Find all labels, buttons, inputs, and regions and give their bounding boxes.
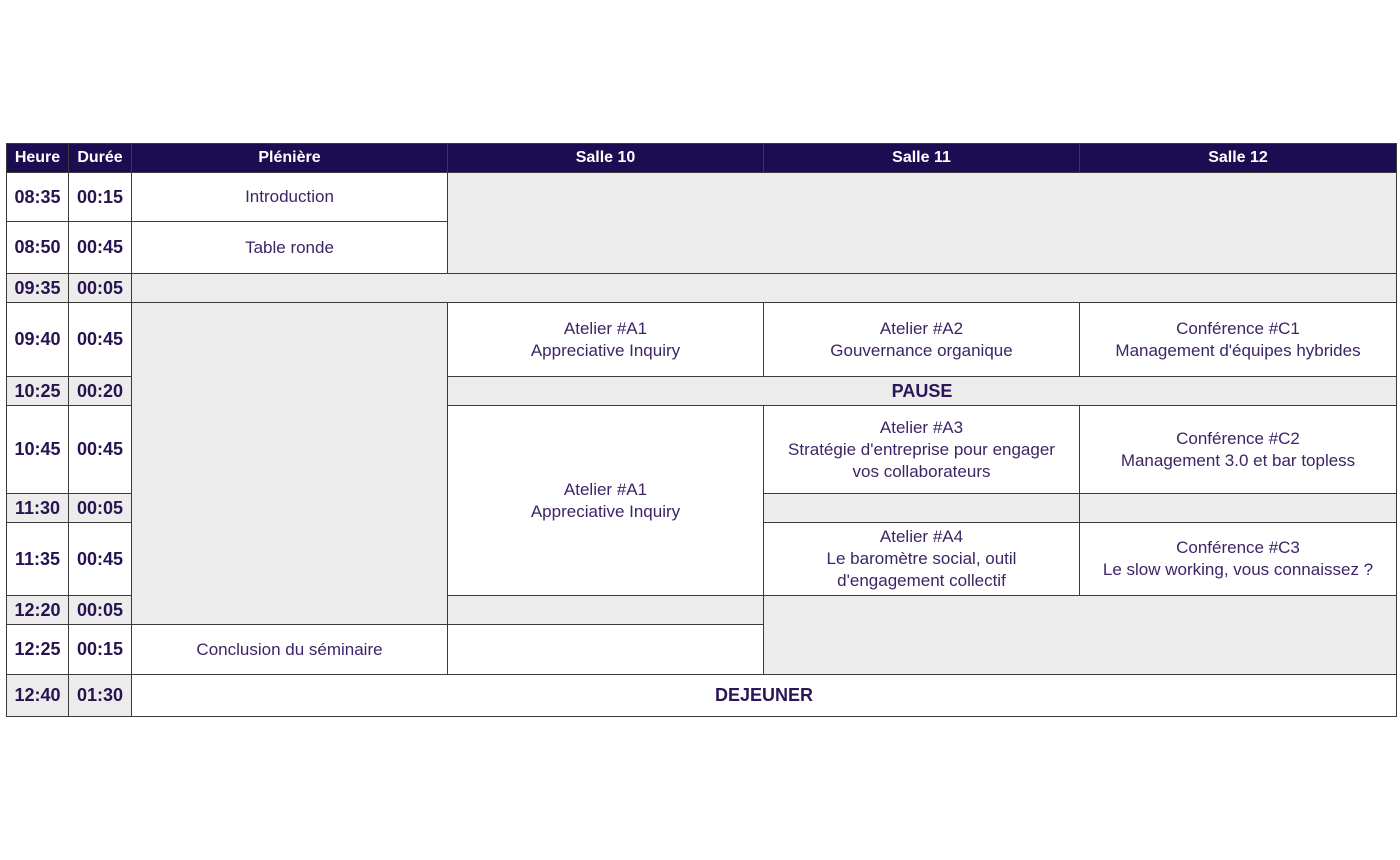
pause-label: PAUSE — [448, 377, 1397, 406]
session-subtitle: Appreciative Inquiry — [530, 501, 681, 521]
duration-cell: 00:05 — [69, 596, 132, 625]
break-cell — [132, 274, 1397, 303]
header-salle-12: Salle 12 — [1080, 144, 1397, 173]
session-title: Atelier #A2 — [879, 318, 964, 338]
session-title: Conférence #C2 — [1176, 428, 1300, 448]
duration-cell: 00:15 — [69, 173, 132, 222]
time-cell: 12:20 — [7, 596, 69, 625]
empty-cell — [448, 173, 1397, 274]
time-cell: 09:35 — [7, 274, 69, 303]
session-atelier-a1 — [448, 303, 764, 377]
duration-cell: 01:30 — [69, 675, 132, 717]
time-cell: 12:25 — [7, 625, 69, 675]
session-subtitle-line: Stratégie d'entreprise pour engager — [788, 439, 1055, 459]
session-subtitle: Le slow working, vous connaissez ? — [1102, 560, 1374, 579]
session-title: Conférence #C3 — [1176, 538, 1300, 557]
session-subtitle: Appreciative Inquiry — [530, 340, 681, 360]
empty-cell — [132, 303, 448, 625]
header-heure: Heure — [7, 144, 69, 173]
session-subtitle: Management 3.0 et bar topless — [1120, 450, 1356, 470]
duration-cell: 00:45 — [69, 222, 132, 274]
session-conclusion: Conclusion du séminaire — [132, 625, 448, 675]
duration-cell: 00:45 — [69, 406, 132, 494]
session-conference-c1 — [1080, 303, 1397, 377]
header-duree: Durée — [69, 144, 132, 173]
duration-cell: 00:45 — [69, 303, 132, 377]
session-table-ronde: Table ronde — [132, 222, 448, 274]
time-cell: 12:40 — [7, 675, 69, 717]
session-atelier-a3 — [764, 406, 1080, 494]
header-salle-10: Salle 10 — [448, 144, 764, 173]
session-conference-c3 — [1080, 523, 1397, 596]
break-cell — [448, 596, 764, 625]
table-row — [7, 303, 1397, 377]
session-conference-c2 — [1080, 406, 1397, 494]
dejeuner-label: DEJEUNER — [132, 675, 1397, 717]
duration-cell: 00:45 — [69, 523, 132, 596]
time-cell: 08:50 — [7, 222, 69, 274]
duration-cell: 00:05 — [69, 274, 132, 303]
session-title: Conférence #C1 — [1176, 318, 1300, 338]
break-cell — [764, 494, 1080, 523]
duration-cell: 00:15 — [69, 625, 132, 675]
session-subtitle-line: vos collaborateurs — [852, 461, 991, 481]
header-salle-11: Salle 11 — [764, 144, 1080, 173]
header-pleniere: Plénière — [132, 144, 448, 173]
session-subtitle-line: d'engagement collectif — [837, 571, 1006, 590]
session-title: Atelier #A3 — [879, 417, 964, 437]
time-cell: 10:45 — [7, 406, 69, 494]
session-atelier-a1-repeat — [448, 406, 764, 596]
session-title: Atelier #A1 — [563, 479, 648, 499]
time-cell: 09:40 — [7, 303, 69, 377]
session-introduction: Introduction — [132, 173, 448, 222]
time-cell: 08:35 — [7, 173, 69, 222]
schedule-container — [6, 143, 1396, 717]
table-row — [7, 675, 1397, 717]
time-cell: 11:30 — [7, 494, 69, 523]
session-subtitle: Gouvernance organique — [830, 340, 1013, 360]
session-title: Atelier #A4 — [879, 527, 964, 546]
duration-cell: 00:05 — [69, 494, 132, 523]
time-cell: 11:35 — [7, 523, 69, 596]
session-atelier-a2 — [764, 303, 1080, 377]
table-row — [7, 173, 1397, 222]
table-row — [7, 274, 1397, 303]
session-subtitle: Management d'équipes hybrides — [1115, 340, 1361, 360]
session-subtitle-line: Le baromètre social, outil — [826, 549, 1017, 568]
session-title: Atelier #A1 — [563, 318, 648, 338]
break-cell — [1080, 494, 1397, 523]
session-atelier-a4 — [764, 523, 1080, 596]
empty-cell — [764, 596, 1397, 675]
time-cell: 10:25 — [7, 377, 69, 406]
header-row — [7, 144, 1397, 173]
schedule-table — [6, 143, 1397, 717]
duration-cell: 00:20 — [69, 377, 132, 406]
